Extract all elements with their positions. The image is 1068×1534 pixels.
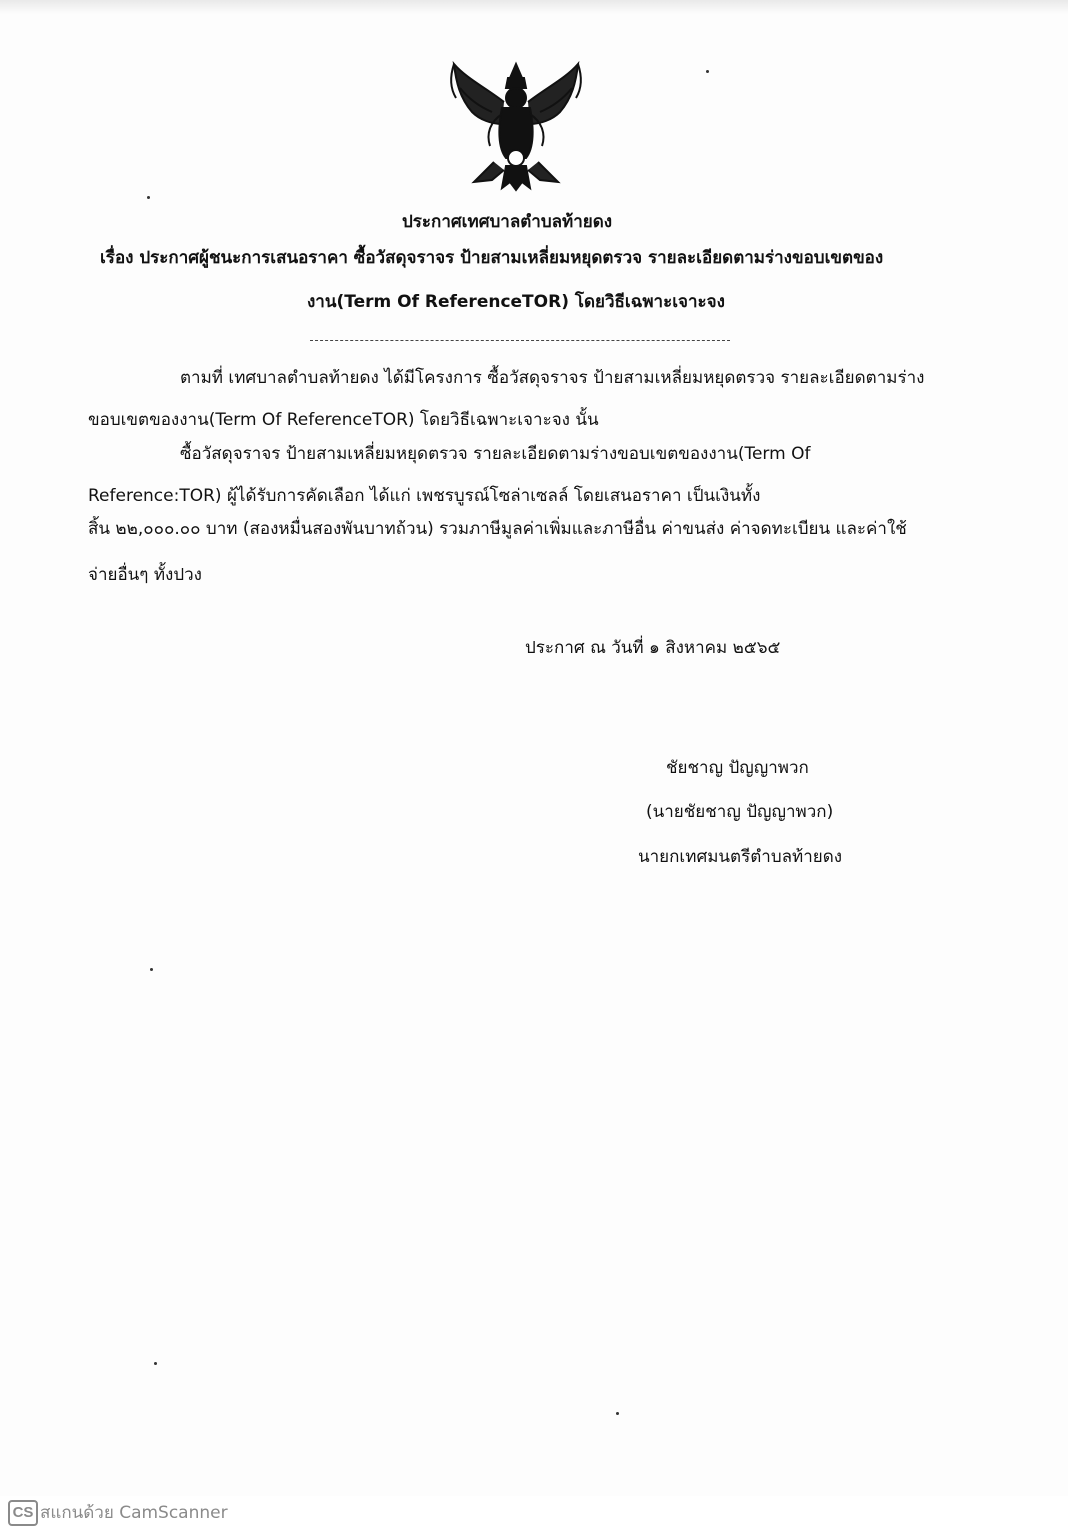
divider-line bbox=[310, 340, 730, 341]
scan-speck bbox=[706, 70, 709, 73]
paragraph-2-line-4: จ่ายอื่นๆ ทั้งปวง bbox=[88, 565, 202, 585]
scan-speck bbox=[150, 968, 153, 971]
paragraph-2-line-1: ซื้อวัสดุจราจร ป้ายสามเหลี่ยมหยุดตรวจ รายละเอียดตามร่างขอบเขตของงาน(Term Of bbox=[180, 444, 811, 464]
signature-position: นายกเทศมนตรีตำบลท้ายดง bbox=[638, 847, 843, 867]
scan-speck bbox=[616, 1412, 619, 1415]
subject-line-2: งาน(Term Of ReferenceTOR) โดยวิธีเฉพาะเจาะจง bbox=[307, 292, 725, 312]
camscanner-watermark: สแกนด้วย CamScanner bbox=[40, 1503, 228, 1523]
camscanner-logo-icon: CS bbox=[8, 1500, 38, 1526]
paragraph-2-line-2: Reference:TOR) ผู้ได้รับการคัดเลือก ได้แก่ เพชรบูรณ์โซล่าเซลล์ โดยเสนอราคา เป็นเงินทั้ง bbox=[88, 486, 761, 506]
signature-fullname: (นายชัยชาญ ปัญญาพวก) bbox=[646, 802, 834, 822]
document-title: ประกาศเทศบาลตำบลท้ายดง bbox=[402, 212, 613, 232]
announcement-date: ประกาศ ณ วันที่ ๑ สิงหาคม ๒๕๖๕ bbox=[525, 638, 781, 658]
scanner-footer bbox=[0, 1496, 1068, 1534]
scan-speck bbox=[154, 1362, 157, 1365]
paragraph-1-line-1: ตามที่ เทศบาลตำบลท้ายดง ได้มีโครงการ ซื้อวัสดุจราจร ป้ายสามเหลี่ยมหยุดตรวจ รายละเอียดตามร่าง bbox=[180, 368, 925, 388]
paragraph-1-line-2: ขอบเขตของงาน(Term Of ReferenceTOR) โดยวิธีเฉพาะเจาะจง นั้น bbox=[88, 410, 599, 430]
garuda-emblem-icon bbox=[446, 58, 586, 194]
subject-line-1: เรื่อง ประกาศผู้ชนะการเสนอราคา ซื้อวัสดุจราจร ป้ายสามเหลี่ยมหยุดตรวจ รายละเอียดตามร่างขอบเขตของ bbox=[100, 248, 884, 268]
paragraph-2-line-3: สิ้น ๒๒,๐๐๐.๐๐ บาท (สองหมื่นสองพันบาทถ้วน) รวมภาษีมูลค่าเพิ่มและภาษีอื่น ค่าขนส่ง ค่าจดทะเบียน และค่าใช้ bbox=[88, 519, 907, 539]
signature-name: ชัยชาญ ปัญญาพวก bbox=[666, 758, 809, 778]
scan-edge-shadow bbox=[0, 0, 1068, 14]
scan-speck bbox=[147, 196, 150, 199]
